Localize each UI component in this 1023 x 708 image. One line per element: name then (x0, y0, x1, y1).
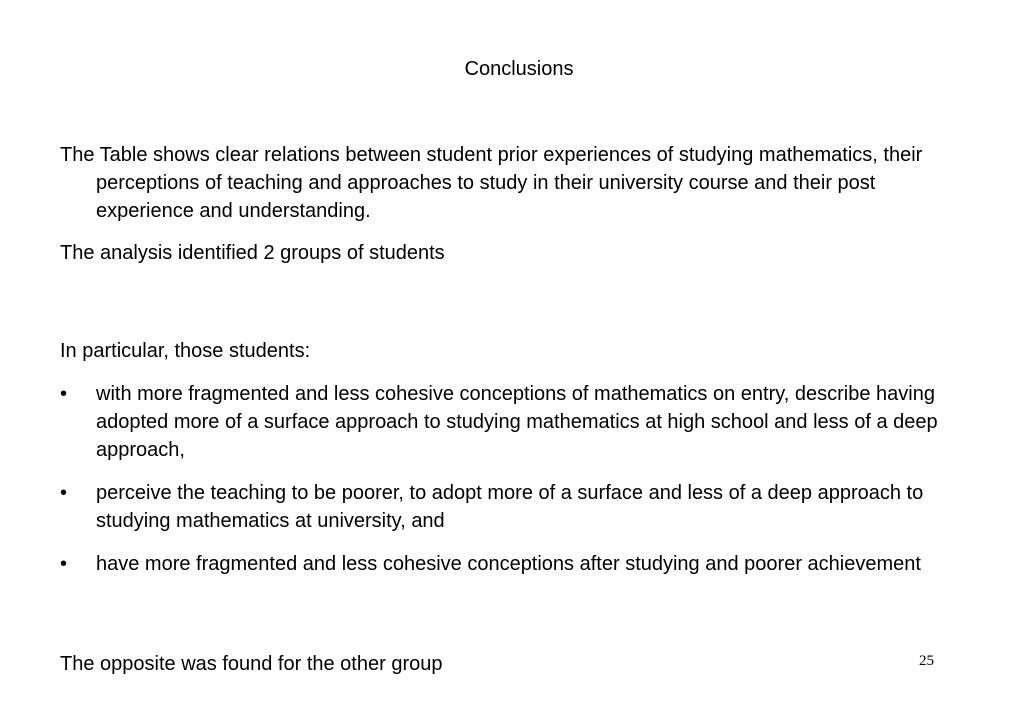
bullet-icon: • (60, 553, 68, 575)
finding-text: perceive the teaching to be poorer, to adopt more of a surface and less of a deep approach to studying mathematics at university, and (96, 482, 924, 532)
lead-in-paragraph: In particular, those students: (60, 340, 311, 362)
slide-title: Conclusions (464, 58, 574, 80)
finding-item (60, 479, 960, 535)
finding-item (60, 550, 960, 578)
groups-paragraph: The analysis identified 2 groups of students (60, 242, 445, 264)
intro-paragraph: The Table shows clear relations between student prior experiences of studying mathematics, their perceptions of teaching and approaches to study in their university course and their post experience and understanding. (60, 144, 923, 222)
finding-text: have more fragmented and less cohesive conceptions after studying and poorer achievement (96, 553, 921, 575)
bullet-icon: • (60, 383, 68, 405)
page-number: 25 (919, 653, 934, 669)
finding-item (60, 380, 960, 464)
finding-text: with more fragmented and less cohesive conceptions of mathematics on entry, describe having adopted more of a surface approach to studying mathematics at high school and less of a deep approach, (96, 383, 938, 461)
findings-list (60, 380, 960, 578)
closing-paragraph: The opposite was found for the other group (60, 653, 443, 675)
slide-body (60, 141, 960, 578)
bullet-icon: • (60, 482, 68, 504)
